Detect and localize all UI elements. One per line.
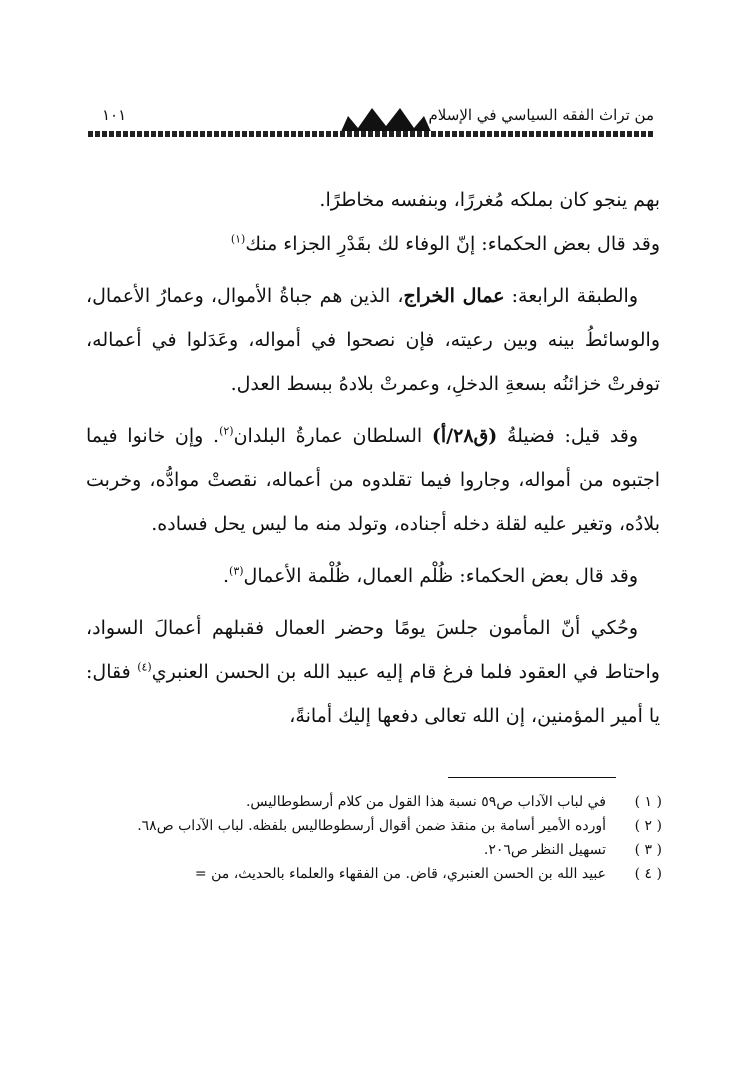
- footnote-text: في لباب الآداب ص٥٩ نسبة هذا القول من كلام أرسطوطاليس.: [245, 794, 606, 810]
- manuscript-folio-ref: (ق٢٨/أ): [431, 425, 498, 447]
- bold-term: عمال الخراج: [403, 285, 505, 307]
- paragraph-2: وقد قال بعض الحكماء: إنّ الوفاء لك بقَدْرِ الجزاء منك$^{(١)}$: [230, 232, 660, 255]
- paragraph-1: بهم ينجو كان بملكه مُغررًا، وبنفسه مخاطرًا.: [319, 189, 660, 211]
- footnote-ref-2: (٢): [219, 424, 234, 438]
- footnote-separator: [448, 777, 616, 778]
- footnote-text: عبيد الله بن الحسن العنبري، قاض. من الفقهاء والعلماء بالحديث، من =: [194, 866, 606, 882]
- paragraph-6: وحُكي أنّ المأمون جلسَ يومًا وحضر العمال فقبلهم أعمالَ السواد، واحتاط في العقود فلما فرغ قام إليه عبيد الله بن الحسن العنبري$^{(٤)}$ فقال: يا أمير المؤمنين، إن الله تعالى دفعها إليك أمانةً،: [86, 617, 660, 727]
- footnote-number: ( ٣ ): [634, 842, 662, 858]
- paragraph-3: والطبقة الرابعة: عمال الخراج، الذين هم جباةُ الأموال، وعمارُ الأعمال، والوسائطُ بينه وبين رعيته، فإن نصحوا في أمواله، وعَدَلوا في أعماله، توفرتْ خزائنُه بسعةِ الدخلِ، وعمرتْ بلادهُ ببسط العدل.: [86, 285, 660, 395]
- paragraph-5: وقد قال بعض الحكماء: ظُلْم العمال، ظُلْمة الأعمال$^{(٣)}$.: [222, 564, 638, 587]
- book-title: من تراث الفقه السياسي في الإسلام: [428, 106, 654, 124]
- footnote-item: [90, 862, 662, 886]
- footnotes: [90, 790, 662, 886]
- footnote-item: [90, 838, 662, 862]
- footnote-ref-4: (٤): [137, 660, 152, 674]
- header-rule: [88, 131, 654, 137]
- footnote-ref-3: (٣): [229, 564, 244, 578]
- running-header: [88, 104, 654, 134]
- footnote-text: أورده الأمير أسامة بن منقذ ضمن أقوال أرسطوطاليس بلفظه. لباب الآداب ص٦٨.: [137, 818, 606, 834]
- footnote-item: [90, 814, 662, 838]
- footnote-text: تسهيل النظر ص٢٠٦.: [483, 842, 606, 858]
- main-text: [86, 178, 660, 738]
- footnote-number: ( ٢ ): [634, 818, 662, 834]
- footnote-number: ( ٤ ): [634, 866, 662, 882]
- footnote-number: ( ١ ): [634, 794, 662, 810]
- footnote-item: [90, 790, 662, 814]
- paragraph-4: وقد قيل: فضيلةُ (ق٢٨/أ) السلطان عمارةُ البلدان$^{(٢)}$. وإن خانوا فيما اجتبوه من أمواله، وجاروا فيما تقلدوه من أعماله، نقصتْ موادُّه، وخربت بلادُه، وتغير عليه لقلة دخله أجناده، وتولد منه ما ليس يحل فساده.: [86, 424, 660, 535]
- page-number: ١٠١: [102, 106, 127, 124]
- footnote-ref-1: (١): [230, 232, 246, 246]
